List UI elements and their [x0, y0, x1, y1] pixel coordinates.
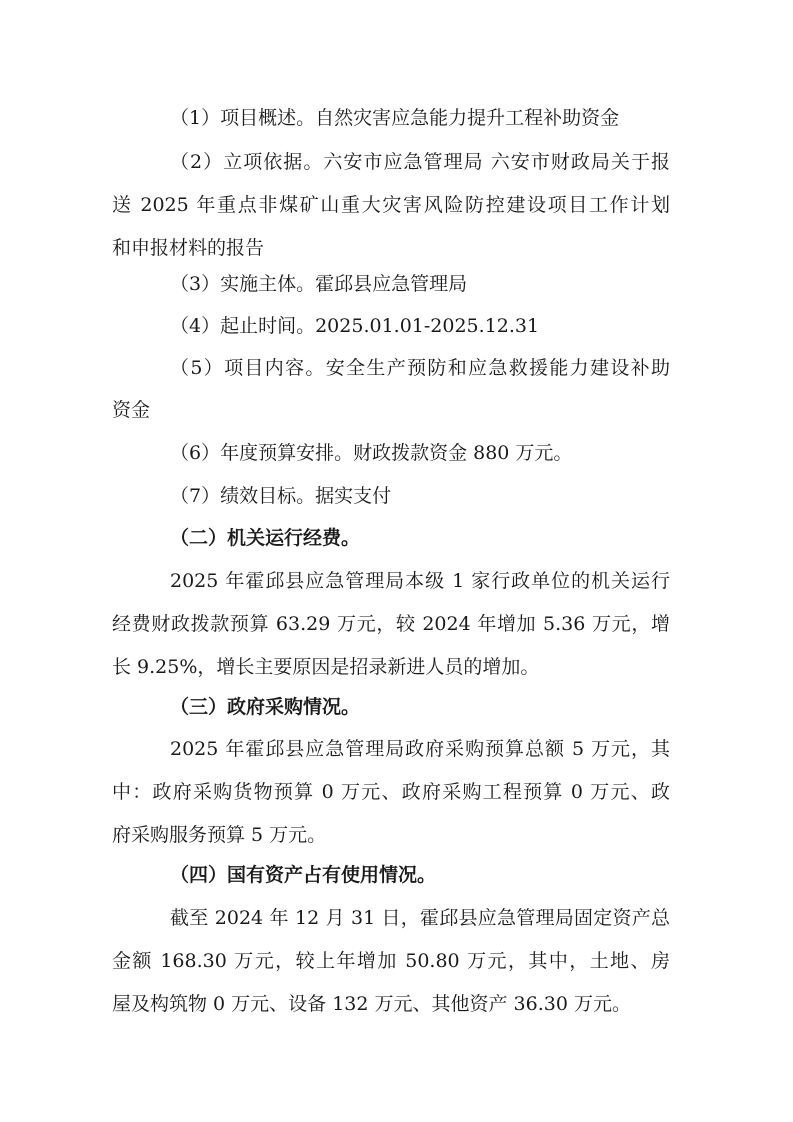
time-period-line: （4）起止时间。2025.01.01-2025.12.31 — [170, 315, 540, 337]
procurement-line-2: 中：政府采购货物预算 0 万元、政府采购工程预算 0 万元、政 — [112, 781, 670, 803]
project-content-line-2: 资金 — [112, 399, 151, 421]
section-heading-state-assets: （四）国有资产占有使用情况。 — [170, 864, 437, 886]
annual-budget-line: （6）年度预算安排。财政拨款资金 880 万元。 — [170, 442, 573, 464]
state-assets-line-3: 屋及构筑物 0 万元、设备 132 万元、其他资产 36.30 万元。 — [112, 993, 631, 1015]
section-heading-operating-funds: （二）机关运行经费。 — [170, 527, 361, 549]
project-content-line-1: （5）项目内容。安全生产预防和应急救援能力建设补助 — [170, 357, 670, 379]
state-assets-line-1: 截至 2024 年 12 月 31 日，霍邱县应急管理局固定资产总 — [170, 907, 670, 929]
implementing-entity-line: （3）实施主体。霍邱县应急管理局 — [170, 273, 468, 295]
project-basis-line-1: （2）立项依据。六安市应急管理局 六安市财政局关于报 — [170, 151, 670, 173]
project-basis-line-2: 送 2025 年重点非煤矿山重大灾害风险防控建设项目工作计划 — [112, 194, 670, 216]
procurement-line-1: 2025 年霍邱县应急管理局政府采购预算总额 5 万元，其 — [170, 738, 670, 760]
operating-funds-line-1: 2025 年霍邱县应急管理局本级 1 家行政单位的机关运行 — [170, 570, 670, 592]
state-assets-line-2: 金额 168.30 万元，较上年增加 50.80 万元，其中，土地、房 — [112, 950, 670, 972]
section-heading-procurement: （三）政府采购情况。 — [170, 696, 361, 718]
project-overview-line: （1）项目概述。自然灾害应急能力提升工程补助资金 — [170, 107, 620, 129]
operating-funds-line-2: 经费财政拨款预算 63.29 万元，较 2024 年增加 5.36 万元，增 — [112, 613, 670, 635]
performance-target-line: （7）绩效目标。据实支付 — [170, 485, 392, 507]
operating-funds-line-3: 长 9.25%，增长主要原因是招录新进人员的增加。 — [112, 656, 540, 678]
project-basis-line-3: 和申报材料的报告 — [112, 237, 265, 259]
procurement-line-3: 府采购服务预算 5 万元。 — [112, 824, 327, 846]
